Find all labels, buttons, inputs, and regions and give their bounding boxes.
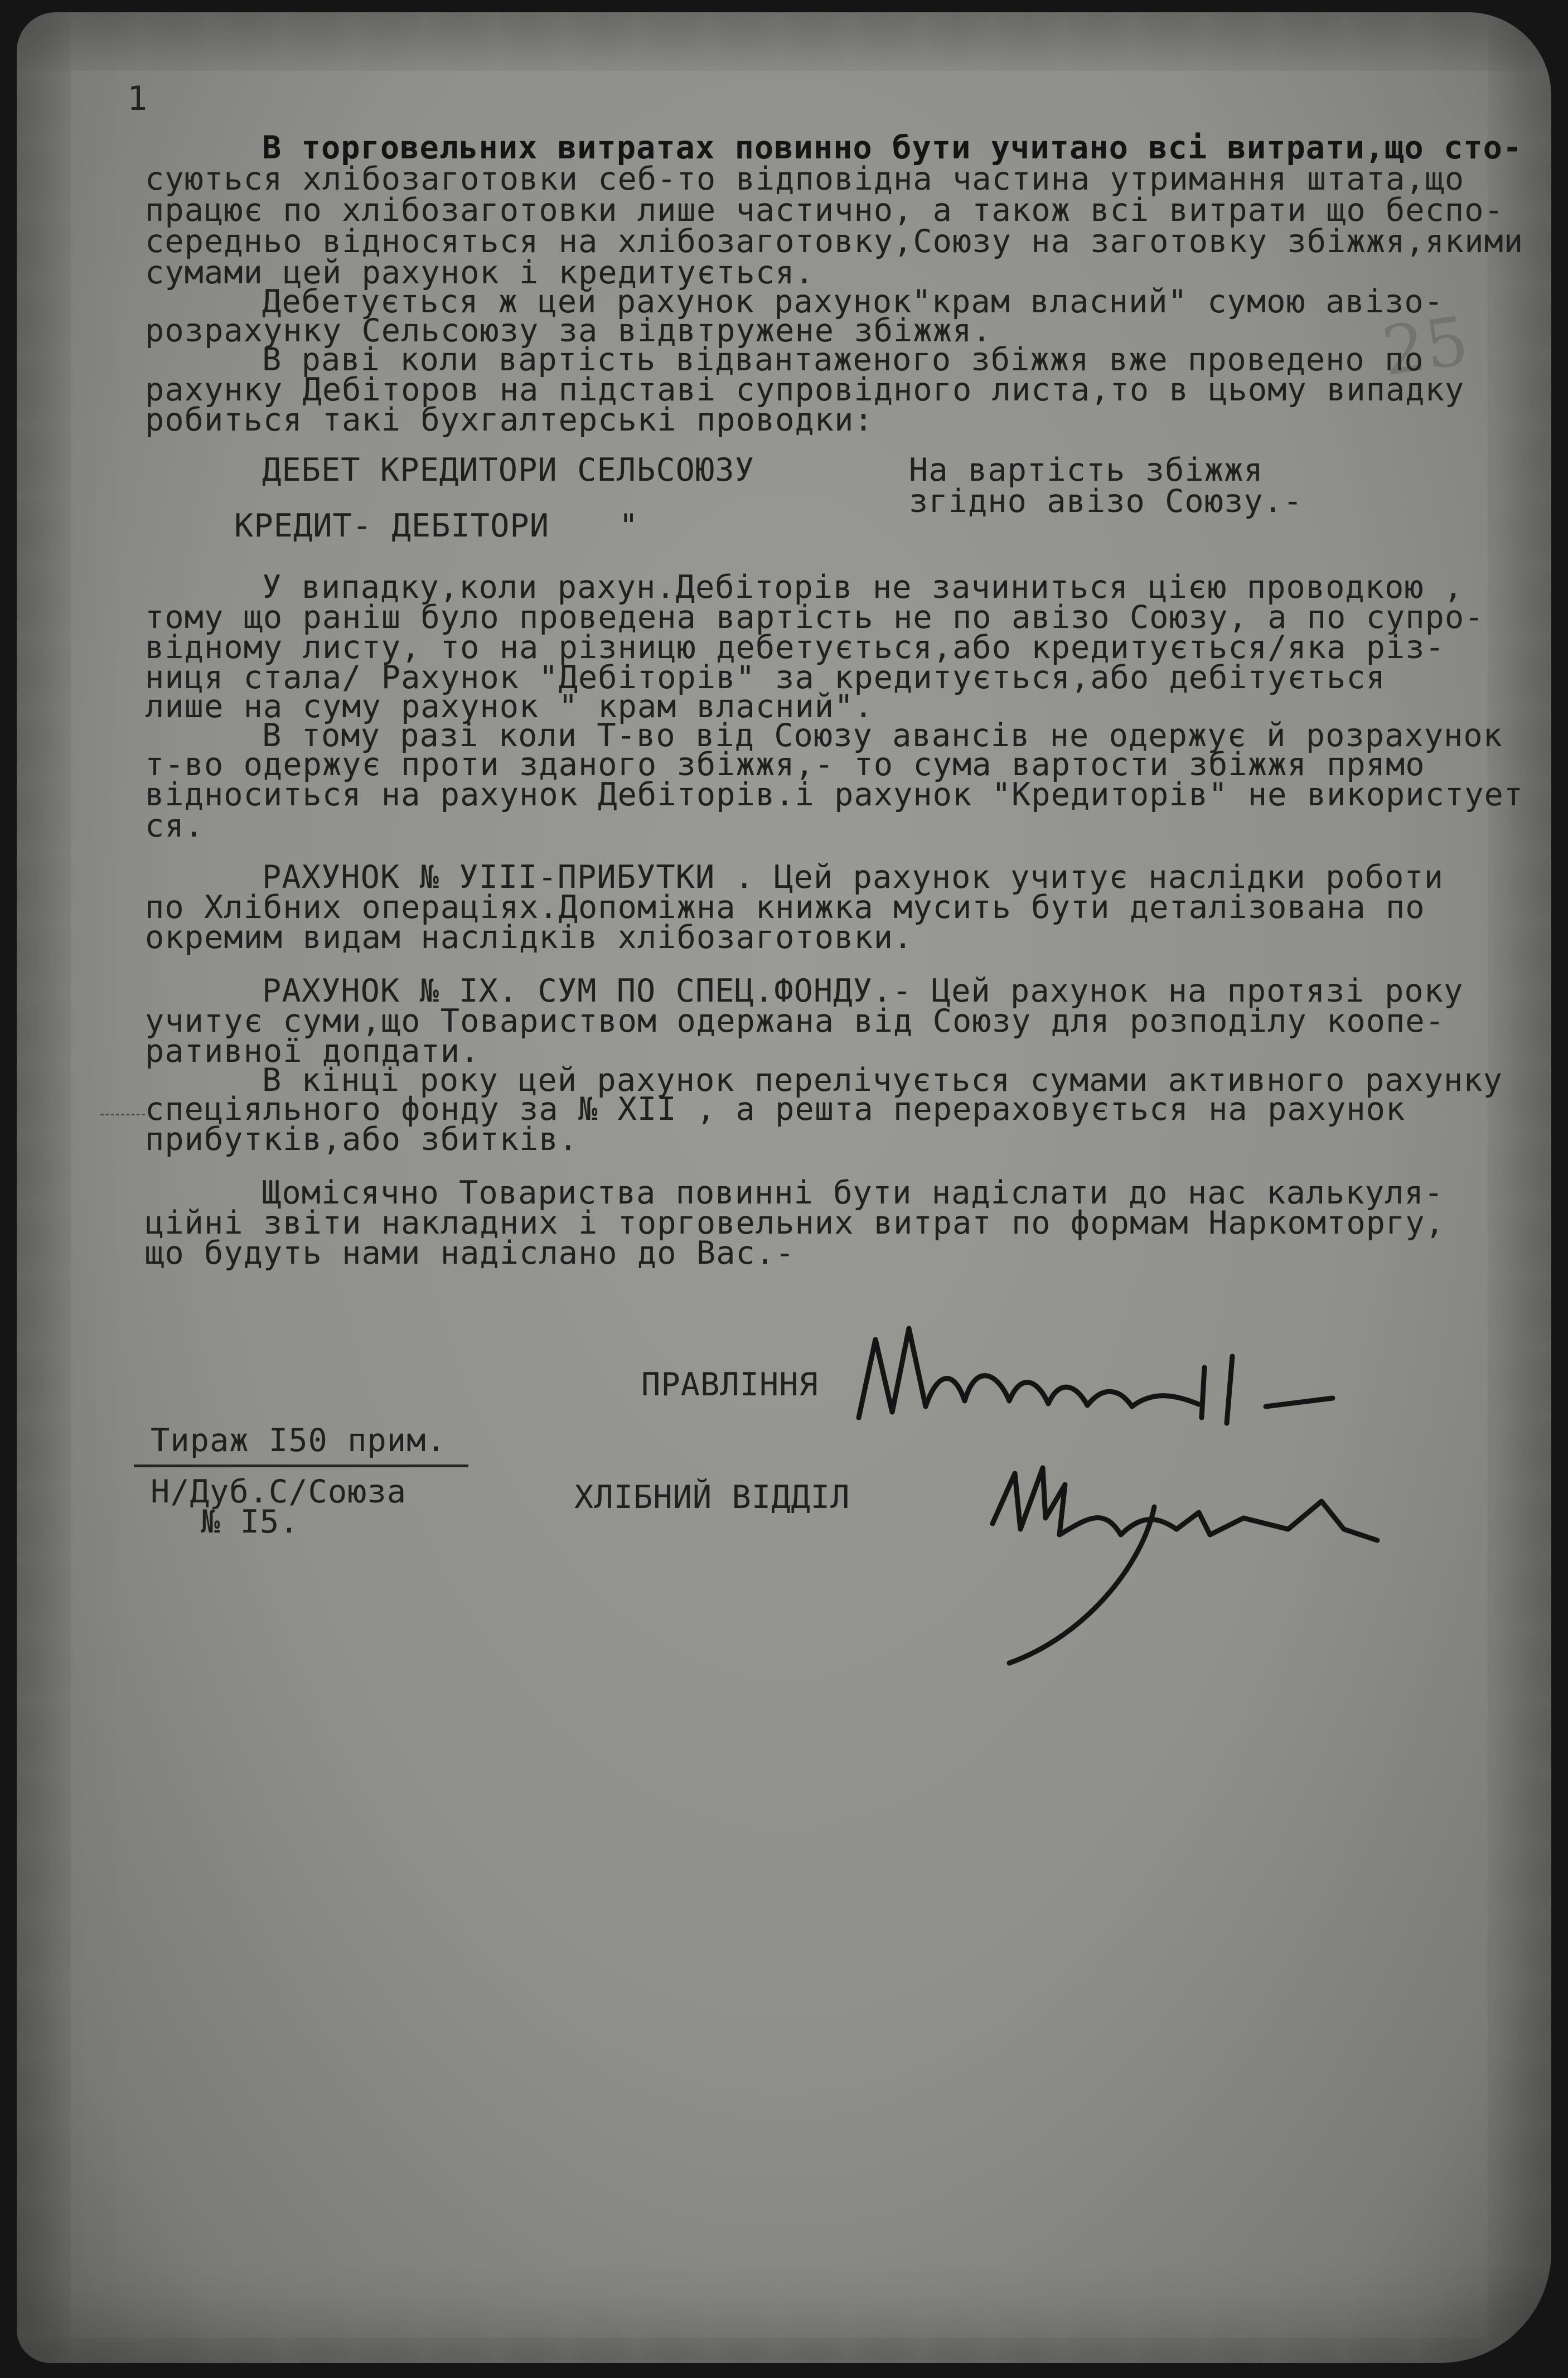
entry-note: На вартість збіжжя — [909, 452, 1264, 489]
document-page — [17, 12, 1551, 2363]
text-line: розрахунку Сельсоюзу за відвтружене збіжжя. — [145, 312, 992, 349]
text-line: РАХУНОК № ІХ. СУМ ПО СПЕЦ.ФОНДУ.- Цей рахунок на протязі року — [262, 973, 1464, 1009]
print-code: Н/Дуб.С/Союза — [151, 1473, 407, 1510]
text-line: ниця стала/ Рахунок "Дебіторів" за кредитується,або дебітується — [145, 659, 1386, 696]
board-signature — [842, 1306, 1344, 1451]
entry-note: згідно авізо Союзу.- — [909, 483, 1303, 520]
margin-dash — [100, 1114, 145, 1115]
text-line: сумами цей рахунок і кредитується. — [145, 254, 815, 291]
grain-dept-signature — [976, 1451, 1478, 1685]
text-line: суються хлібозаготовки себ-то відповідна частина утримання штата,що — [145, 161, 1465, 197]
text-line: РАХУНОК № УІІІ-ПРИБУТКИ . Цей рахунок учитує наслідки роботи — [262, 859, 1444, 896]
text-line: робиться такі бухгалтерські проводки: — [145, 402, 874, 438]
text-line: В торговельних витратах повинно бути учитано всі витрати,що сто- — [262, 129, 1523, 166]
footer-rule — [134, 1464, 468, 1467]
text-line: ційні звіти накладних і торговельних витрат по формам Наркомторгу, — [145, 1205, 1445, 1241]
text-line: що будуть нами надіслано до Вас.- — [145, 1235, 795, 1272]
circulation-note: Тираж І50 прим. — [151, 1422, 446, 1459]
text-line: Дебетується ж цей рахунок рахунок"крам власний" сумою авізо- — [262, 283, 1444, 320]
text-line: Щомісячно Товариства повинні бути надіслати до нас калькуля- — [262, 1174, 1444, 1211]
text-line: т-во одержує проти зданого збіжжя,- то сума вартости збіжжя прямо — [145, 746, 1425, 783]
text-line: спеціяльного фонду за № ХІІ , а решта перераховується на рахунок — [145, 1091, 1406, 1128]
text-line: прибутків,або збитків. — [145, 1121, 578, 1158]
text-line: У випадку,коли рахун.Дебіторів не зачиниться цією проводкою , — [262, 569, 1464, 606]
corner-mark: 1 — [127, 79, 148, 118]
text-line: працює по хлібозаготовки лише частично, а також всі витрати що беспо- — [145, 192, 1504, 229]
text-line: В кінці року цей рахунок перелічується сумами активного рахунку — [262, 1062, 1503, 1099]
text-line: ративної допдати. — [145, 1033, 480, 1070]
text-line: по Хлібних операціях.Допоміжна книжка мусить бути деталізована по — [145, 889, 1425, 926]
text-line: середньо відносяться на хлібозаготовку,Союзу на заготовку збіжжя,якими — [145, 223, 1524, 260]
entry-debit: ДЕБЕТ КРЕДИТОРИ СЕЛЬСОЮЗУ — [262, 452, 754, 489]
text-line: окремим видам наслідків хлібозаготовки. — [145, 919, 913, 956]
text-line: відному листу, то на різницю дебетується,або кредитується/яка різ- — [145, 629, 1445, 666]
text-line: лише на суму рахунок " крам власний". — [145, 688, 874, 725]
ditto-mark: " — [619, 508, 639, 544]
entry-credit: КРЕДИТ- ДЕБІТОРИ — [234, 508, 550, 544]
grain-dept-label: ХЛІБНИЙ ВІДДІЛ — [574, 1479, 850, 1516]
print-number: № І5. — [201, 1504, 299, 1540]
board-label: ПРАВЛІННЯ — [641, 1366, 819, 1403]
text-line: учитує суми,що Товариством одержана від Союзу для розподілу коопе- — [145, 1003, 1445, 1040]
pencil-page-number: 25 — [1378, 302, 1473, 391]
text-line: рахунку Дебіторов на підставі супровідного листа,то в цьому випадку — [145, 371, 1465, 408]
text-line: В раві коли вартість відвантаженого збіжжя вже проведено по — [262, 341, 1424, 378]
text-line: В тому разі коли Т-во від Союзу авансів не одержує й розрахунок — [262, 717, 1503, 754]
text-line: тому що раніш було проведена вартість не по авізо Союзу, а по супро- — [145, 599, 1484, 636]
text-line: ся. — [145, 808, 204, 844]
text-line: відноситься на рахунок Дебіторів.і рахунок "Кредиторів" не використует — [145, 776, 1524, 813]
